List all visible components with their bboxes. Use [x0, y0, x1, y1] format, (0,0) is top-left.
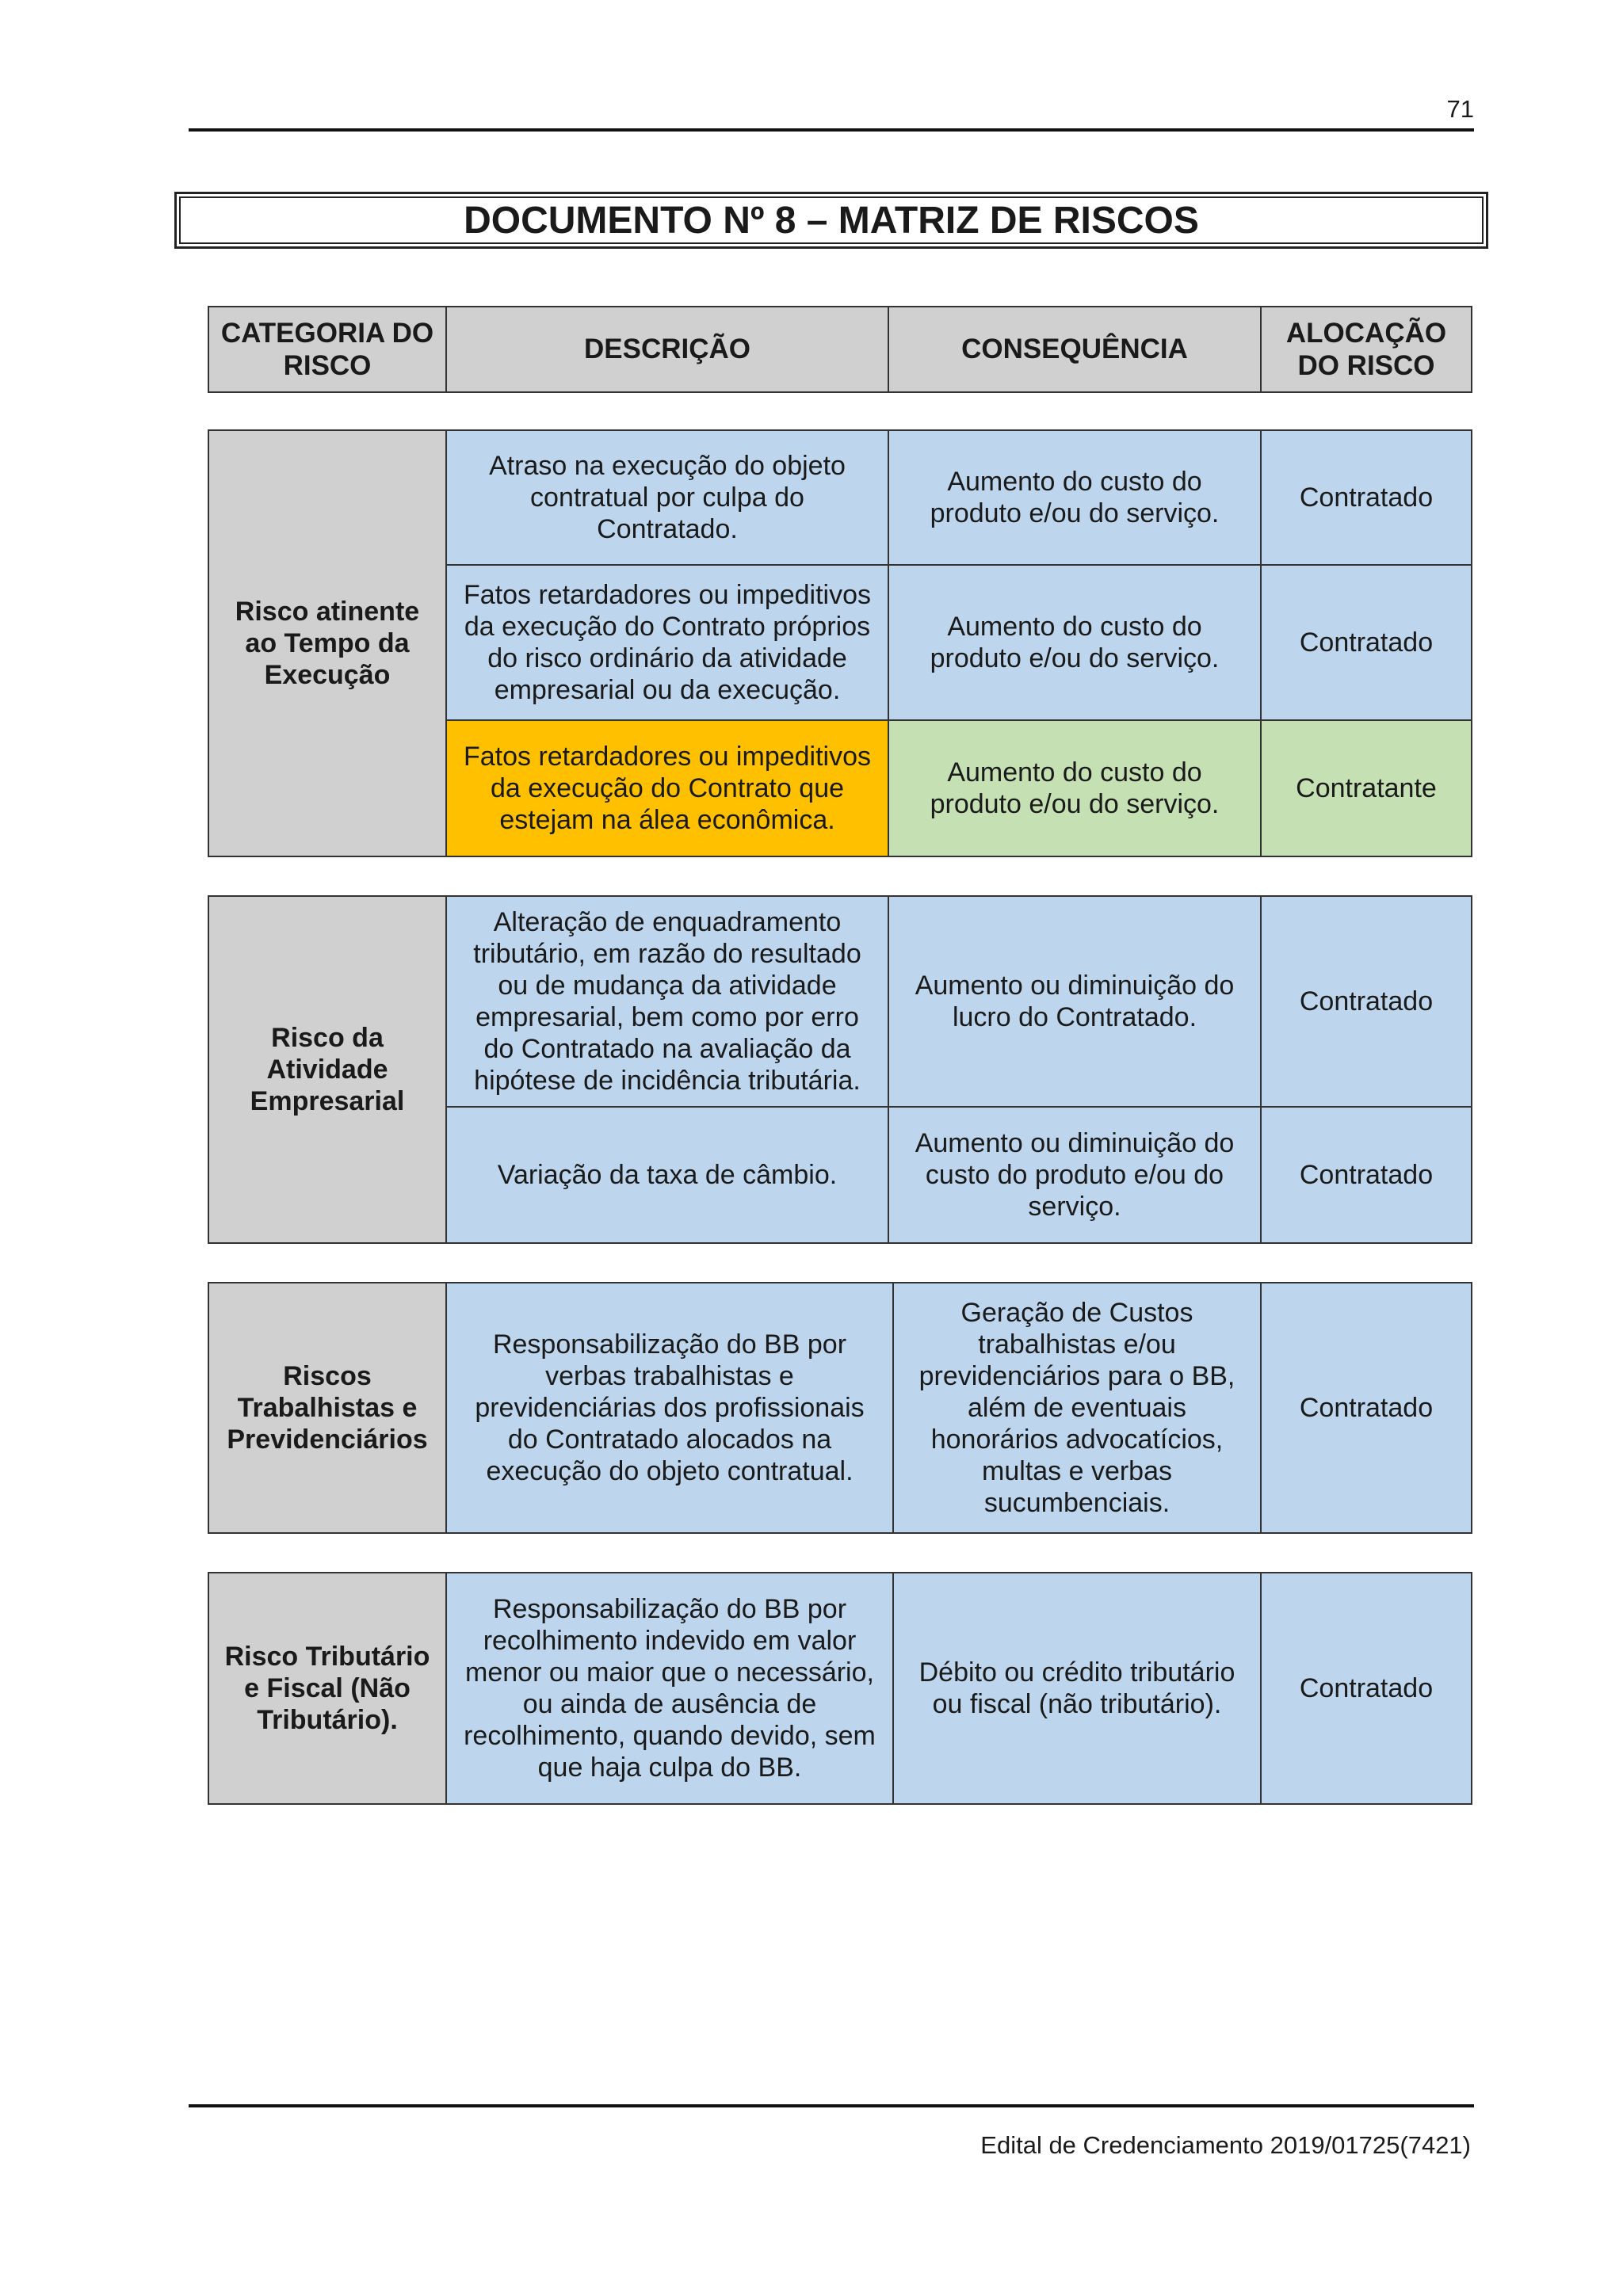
allocation-cell: Contratado [1261, 565, 1472, 720]
category-cell: Riscos Trabalhistas e Previdenciários [208, 1283, 446, 1533]
consequence-cell: Aumento do custo do produto e/ou do serviço. [888, 565, 1261, 720]
allocation-cell: Contratado [1261, 430, 1472, 565]
consequence-cell: Aumento do custo do produto e/ou do serviço. [888, 720, 1261, 856]
risk-group-tempo-execucao [208, 429, 1472, 857]
description-cell: Alteração de enquadramento tributário, em razão do resultado ou de mudança da atividade empresarial, bem como por erro do Contratado na avaliação da hipótese de incidência tributária. [446, 896, 888, 1107]
consequence-cell: Aumento ou diminuição do lucro do Contratado. [888, 896, 1261, 1107]
document-title-box [174, 192, 1488, 249]
description-cell: Responsabilização do BB por verbas trabalhistas e previdenciárias dos profissionais do Contratado alocados na execução do objeto contratual. [446, 1283, 893, 1533]
document-title: DOCUMENTO Nº 8 – MATRIZ DE RISCOS [179, 196, 1484, 244]
allocation-cell: Contratado [1261, 1283, 1472, 1533]
footer-rule [189, 2104, 1474, 2107]
category-cell: Risco atinente ao Tempo da Execução [208, 430, 446, 856]
header-rule [189, 128, 1474, 132]
footer-text: Edital de Credenciamento 2019/01725(7421) [980, 2131, 1471, 2159]
allocation-cell: Contratado [1261, 1107, 1472, 1243]
description-cell: Fatos retardadores ou impeditivos da execução do Contrato próprios do risco ordinário da atividade empresarial ou da execução. [446, 565, 888, 720]
table-row [208, 1573, 1472, 1804]
description-cell: Variação da taxa de câmbio. [446, 1107, 888, 1243]
category-cell: Risco da Atividade Empresarial [208, 896, 446, 1243]
risk-group-tributario [208, 1572, 1472, 1805]
risk-group-atividade-empresarial [208, 895, 1472, 1244]
header-consequence: CONSEQUÊNCIA [888, 307, 1261, 392]
header-description: DESCRIÇÃO [446, 307, 888, 392]
table-row [208, 430, 1472, 565]
consequence-cell: Aumento ou diminuição do custo do produto e/ou do serviço. [888, 1107, 1261, 1243]
allocation-cell: Contratado [1261, 1573, 1472, 1804]
consequence-cell: Geração de Custos trabalhistas e/ou previdenciários para o BB, além de eventuais honorários advocatícios, multas e verbas sucumbenciais. [893, 1283, 1261, 1533]
category-cell: Risco Tributário e Fiscal (Não Tributário). [208, 1573, 446, 1804]
header-row [208, 307, 1472, 392]
consequence-cell: Débito ou crédito tributário ou fiscal (não tributário). [893, 1573, 1261, 1804]
description-cell: Responsabilização do BB por recolhimento indevido em valor menor ou maior que o necessário, ou ainda de ausência de recolhimento, quando devido, sem que haja culpa do BB. [446, 1573, 893, 1804]
header-category: CATEGORIA DO RISCO [208, 307, 446, 392]
page-number: 71 [1446, 95, 1474, 123]
table-row [208, 896, 1472, 1107]
description-cell: Fatos retardadores ou impeditivos da execução do Contrato que estejam na álea econômica. [446, 720, 888, 856]
header-allocation: ALOCAÇÃO DO RISCO [1261, 307, 1472, 392]
allocation-cell: Contratado [1261, 896, 1472, 1107]
risk-matrix-header [208, 306, 1472, 393]
allocation-cell: Contratante [1261, 720, 1472, 856]
consequence-cell: Aumento do custo do produto e/ou do serviço. [888, 430, 1261, 565]
description-cell: Atraso na execução do objeto contratual por culpa do Contratado. [446, 430, 888, 565]
risk-group-trabalhistas [208, 1282, 1472, 1534]
table-row [208, 1283, 1472, 1533]
